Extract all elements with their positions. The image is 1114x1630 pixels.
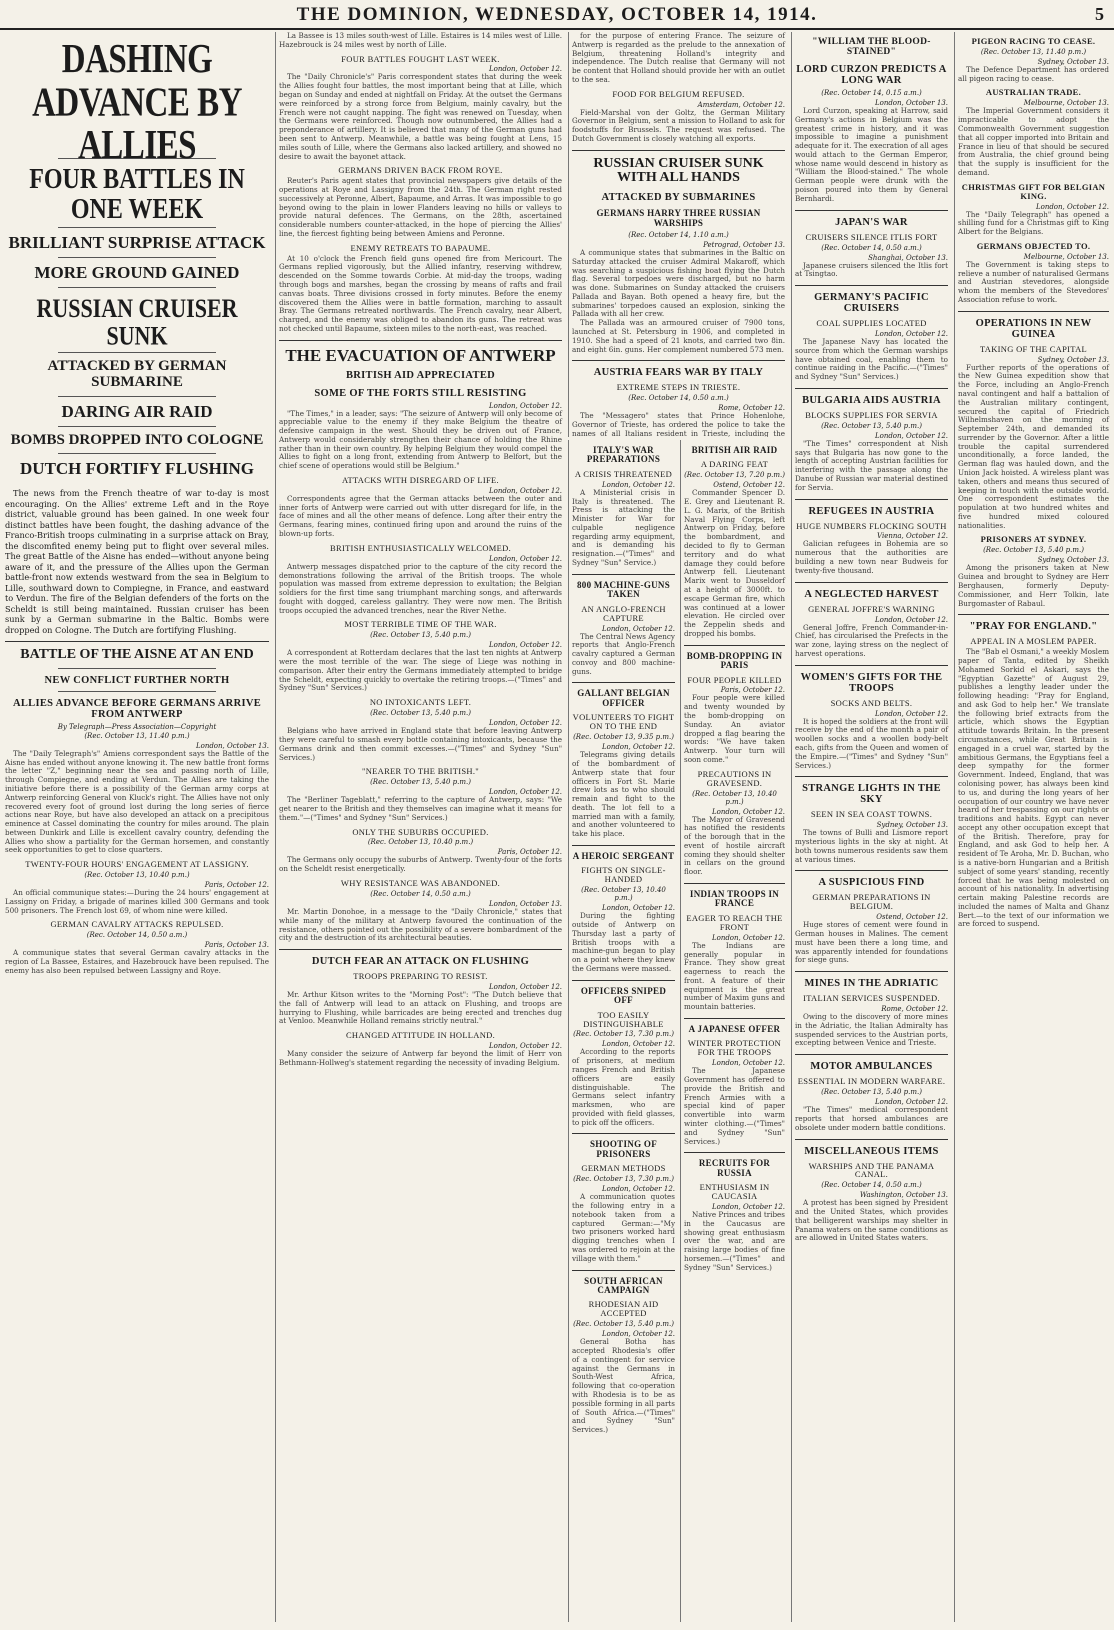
divider xyxy=(279,340,562,341)
dateline: Ostend, October 12. xyxy=(876,913,948,922)
article-body: Four people were killed and twenty wounded by the bomb-dropping on Sunday. An aviator dropped a flag bearing the words: "We have taken Antwerp. Your turn will soon come." xyxy=(684,693,785,764)
article-body: "The Times" medical correspondent reports that horsed ambulances are obsolete under modern battle conditions. xyxy=(795,1105,948,1132)
page-number: 5 xyxy=(1095,4,1104,24)
article-body: A communication quotes the following entry in a notebook taken from a captured German:—"My two prisoners worked hard digging trenches when I was ordered to rejoin at the village with them." xyxy=(572,1192,675,1263)
received-time: (Rec. October 14, 0.50 a.m.) xyxy=(86,931,188,940)
divider xyxy=(572,574,675,575)
article-body: The "Daily Telegraph's" Amiens correspondent says the Battle of the Aisne has ended without anyone knowing it. The new battle front forms the letter "Z," beginning near the sea and passing north of Lille, through Compiegne, and ending at Verdun. The Allies are taking the initiative before there is a possibility of the German army corps at Antwerp reinforcing General von Kluck's right. The Allies have not only recovered every foot of ground lost during the long series of fierce actions near Roye, but have also developed an attack on a precipitous eminence at Cassel dominating the country for miles around. The plain between Dunkirk and Lille is excellent cavalry country, defending the Allies who show a partiality for the German horsemen, and constantly seek opportunities to get to close quarters. xyxy=(5,748,269,855)
article-body: Antwerp messages dispatched prior to the capture of the city record the demonstrations following the arrival of the British troops. The whole population was massed from extreme depression to exultation; the Belgian soldiers for the first time sang triumphant marching songs, and afterwards fought with dogged, careless gallantry. They were now men. The British troops occupied the advanced trenches, near the River Nethe. xyxy=(279,561,562,615)
dateline: Ostend, October 12. xyxy=(713,481,785,490)
article-body: The "Messagero" states that Prince Hohenlohe, Governor of Trieste, has ordered the police to take the names of all Italians resident in Trieste, including the xyxy=(572,411,785,437)
dateline: London, October 12. xyxy=(711,807,785,816)
headline-belgian-officer: GALLANT BELGIAN OFFICER xyxy=(577,688,670,708)
divider xyxy=(795,1139,948,1140)
dateline: Sydney, October 13. xyxy=(876,821,948,830)
dateline: London, October 12. xyxy=(601,904,675,913)
dateline: London, October 12. xyxy=(488,554,562,563)
dateline: Sydney, October 13. xyxy=(1037,57,1109,66)
article-body: A communique states that several German cavalry attacks in the region of La Bassee, Estaires, and Hazebrouck have been repulsed. The enemy has also been repulsed between Lassigny and Roye. xyxy=(5,948,269,975)
subhead-food-belgium: FOOD FOR BELGIUM REFUSED. xyxy=(612,88,745,99)
dateline: Washington, October 13. xyxy=(859,1191,948,1200)
dateline: London, October 12. xyxy=(488,641,562,650)
article-body: An official communique states:—During the 24 hours' engagement at Lassigny on Friday, a brigade of marines killed 300 Germans and took 500 prisoners. The French lost 69, of whom nine were killed. xyxy=(5,888,269,915)
article-body: "The Times" correspondent at Nish says that Bulgaria has now gone to the length of accepting Austrian facilities for interfering with the passage along the Danube of Russian war material destined for Servia. xyxy=(795,438,948,492)
subhead-panama: WARSHIPS AND THE PANAMA CANAL. xyxy=(808,1160,935,1180)
subhead-christmas-gift: CHRISTMAS GIFT FOR BELGIAN KING. xyxy=(961,181,1106,201)
article-body: The Central News Agency reports that Anglo-French cavalry captured a German convoy and 800 machine-guns. xyxy=(572,631,675,676)
dateline: London, October 12. xyxy=(601,1330,675,1339)
divider xyxy=(572,360,785,361)
divider xyxy=(684,645,785,646)
dateline: Paris, October 12. xyxy=(204,881,269,890)
subhead-intoxicants: NO INTOXICANTS LEFT. xyxy=(369,697,472,708)
dateline: London, October 12. xyxy=(488,65,562,74)
dateline: Paris, October 13. xyxy=(204,941,269,950)
divider xyxy=(795,210,948,211)
dateline: London, October 12. xyxy=(601,1040,675,1049)
article-body: The Indians are generally popular in France. They show great eagerness to reach the front. A feature of their equipment is the great number of Maxim guns and mountain batteries. xyxy=(684,940,785,1012)
headline-machine-guns: 800 MACHINE-GUNS TAKEN xyxy=(576,579,671,600)
received-time: (Rec. October 14, 0.50 a.m.) xyxy=(821,243,922,252)
headline-mines-adriatic: MINES IN THE ADRIATIC xyxy=(804,978,939,990)
dateline: London, October 12. xyxy=(488,401,562,410)
dateline: London, October 13. xyxy=(488,899,562,908)
subhead-moslem-paper: APPEAL IN A MOSLEM PAPER. xyxy=(970,636,1097,647)
dateline: London, October 12. xyxy=(874,330,948,339)
headline-bombs-cologne: BOMBS DROPPED INTO COLOGNE xyxy=(10,431,264,448)
headline-motor-ambulances: MOTOR AMBULANCES xyxy=(810,1061,933,1073)
headline-ground-gained: MORE GROUND GAINED xyxy=(34,263,240,283)
article-body: Reuter's Paris agent states that provincial newspapers give details of the operations at Roye and Lassigny from the 24th. The German right rested successively at Peronne, Albert, Bapaume, and Arras. It was impossible to go beyond owing to the plain in lower Flanders leaving no hills or valleys to provide natural defences. The Germans, on the 28th, ascertained considerable numbers counter-attacked, in the hope of piercing the Allies' line, the fiercest fighting being between Amiens and Peronne. xyxy=(279,176,562,238)
article-body: Japanese cruisers silenced the Itlis fort at Tsingtao. xyxy=(795,260,948,279)
subhead-lassigny: TWENTY-FOUR HOURS' ENGAGEMENT AT LASSIGNY. xyxy=(25,859,249,870)
dateline: Rome, October 12. xyxy=(881,1005,948,1014)
received-time: (Rec. October 13, 5.40 p.m.) xyxy=(370,709,471,718)
divider xyxy=(795,1054,948,1055)
article-body: The Government is taking steps to relieve a number of naturalised Germans and Austrian stevedores, alongside whom the members of the Stevedores' Association refuse to work. xyxy=(958,259,1109,304)
article-body: At 10 o'clock the French field guns opened fire from Mericourt. The Germans replied vigorously, but the Allied infantry, reserving withdrew, descended on the Somme towards Corbie. At mid-day the troops, wading through bogs and marshes, began the crossing by means of rafts and frail canvas boats. Three divisions crossed in forty minutes. Before the enemy discovered them the Allies were in battle formation, marching to assault Bray. The Germans retreated northwards. The French cavalry, near Albert, charged, and the enemy was obliged to abandon its guns. The retreat was not checked until Bapaume, sixteen miles to the north-east, was reached. xyxy=(279,253,562,333)
article-body: It is hoped the soldiers at the front will receive by the end of the month a pair of woollen socks and a woollen body-belt each, gifts from the Queen and women of the Empire.—("Times" and Sydney "Sun" Services.) xyxy=(795,716,948,770)
received-time: (Rec. October 13, 10.40 p.m.) xyxy=(84,871,190,880)
headline-neglected-harvest: A NEGLECTED HARVEST xyxy=(804,588,939,600)
subhead-gravesend: PRECAUTIONS IN GRAVESEND. xyxy=(697,768,772,788)
column-3b xyxy=(680,440,788,1622)
dateline: London, October 12. xyxy=(601,624,675,633)
dateline: London, October 12. xyxy=(874,1098,948,1107)
article-body: Lord Curzon, speaking at Harrow, said Germany's actions in Belgium was the greatest crime in history, and it was impossible to imagine a punishment adequate for it. The execration of all ages would attach to the German Emperor, whose name would descend in history as "William the Blood-stained." The whole German people were drunk with the poison poured into them by General Bernhardi. xyxy=(795,105,948,203)
divider xyxy=(795,388,948,389)
headline-dashing-advance: DASHING ADVANCE BY ALLIES xyxy=(32,36,242,169)
article-body: The "Bab el Osmani," a weekly Moslem paper of Tanta, edited by Sheikh Mohamed Sorkid el Askari, says the "Egyptian Gazette" of August 29, publishes a lengthy leader under the following heading: "Pray for England, and ask God to help her." We translate the following brief extracts from the article, which shows the Egyptian attitude towards Britain. In the present circumstances, while Great Britain is engaged in a cruel war, started by the ambitious Germans, the Egyptians feel a deep sympathy for the former Government. Indeed, England, that was colonising power, has always been kind to us, and during the long years of her occupation of our country we have never heard of her trespassing on our rights or traditions and habits. Egypt can never accept any other occupation except that of the British. Therefore, pray for England, and ask God to help her. A resident of Te Aroha, Mr. D. Buchan, who is a native-born Hungarian and a British subject of some years' standing, recently forced that he was being molested on account of his nationality. In advertising certain making Palestine records are included the names of Malta and Ghanz Bert.—to the text of our information we are forced to suspend. xyxy=(958,647,1110,929)
received-time: (Rec. October 14, 0.50 a.m.) xyxy=(628,394,729,403)
subhead-german-preparations: GERMAN PREPARATIONS IN BELGIUM. xyxy=(812,892,931,912)
dateline: London, October 12. xyxy=(1035,202,1109,211)
subhead-trieste: EXTREME STEPS IN TRIESTE. xyxy=(616,382,741,393)
dateline: Shanghai, October 13. xyxy=(868,253,948,262)
divider xyxy=(58,691,216,692)
divider xyxy=(795,971,948,972)
received-time: (Rec. October 13, 5.40 p.m.) xyxy=(821,1088,922,1097)
subhead-coal-supplies: COAL SUPPLIES LOCATED xyxy=(816,318,927,329)
headline-battle-aisne: BATTLE OF THE AISNE AT AN END xyxy=(20,647,254,663)
article-body: Belgians who have arrived in England state that before leaving Antwerp they were careful to smash every bottle containing intoxicants, because the Germans drink and then commit excesses.—("Times" and Sydney "Sun" Services.) xyxy=(279,726,562,762)
article-body: Among the prisoners taken at New Guinea and brought to Sydney are Herr Berghausen, formerly Deputy-Commissioner, and Herr Tolkin, late Burgomaster of Rabaul. xyxy=(958,563,1109,608)
dateline: London, October 12. xyxy=(874,615,948,624)
divider xyxy=(58,227,216,228)
divider xyxy=(5,641,269,642)
subhead-disregard-life: ATTACKS WITH DISREGARD OF LIFE. xyxy=(342,474,499,485)
subhead-terrible-time: MOST TERRIBLE TIME OF THE WAR. xyxy=(344,619,497,630)
article-body: Telegrams giving details of the bombardment of Antwerp state that four officers in Fort St. Marie drew lots as to who should remain and fight to the death. The lot fell to a married man with a family, and another volunteered to take his place. xyxy=(572,750,675,839)
subhead-sea-coast: SEEN IN SEA COAST TOWNS. xyxy=(810,809,933,820)
article-body: Mr. Martin Donohoe, in a message to the "Daily Chronicle," states that while many of the military at Antwerp favoured the continuation of the resistance, others pointed out the possibility of a severe bombardment of the city and the destruction of its architectural beauties. xyxy=(279,906,562,943)
divider xyxy=(795,776,948,777)
received-time: (Rec. October 14, 1.10 a.m.) xyxy=(628,231,729,239)
subhead-crisis: A CRISIS THREATENED xyxy=(574,468,673,479)
headline-new-conflict: NEW CONFLICT FURTHER NORTH xyxy=(44,674,230,686)
article-body: The Japanese Navy has located the source from which the German warships have obtained coal, enabling them to continue raiding in the Pacific.—("Times" and Sydney "Sun" Services.) xyxy=(795,337,948,382)
article-body: The Japanese Government has offered to provide the British and French Armies with a special kind of paper convertible into warm winter clothing.—("Times" and Sydney "Sun" Services.) xyxy=(684,1066,785,1146)
divider xyxy=(684,883,785,884)
article-body: A protest has been signed by President and the United States, which provides that belligerent warships may shelter in Panama waters on the same conditions as are allowed in United States waters. xyxy=(795,1198,948,1243)
dateline: Amsterdam, October 12. xyxy=(697,100,785,109)
article-body: The Germans only occupy the suburbs of Antwerp. Twenty-four of the forts on the Scheldt resist energetically. xyxy=(279,855,562,874)
headline-indian-troops: INDIAN TROOPS IN FRANCE xyxy=(689,889,780,909)
received-time: (Rec. October 13, 11.40 p.m.) xyxy=(84,731,190,740)
subhead-socks-belts: SOCKS AND BELTS. xyxy=(830,697,913,708)
subhead-holland-attitude: CHANGED ATTITUDE IN HOLLAND. xyxy=(345,1030,496,1041)
received-time: (Rec. October 14, 0.50 a.m.) xyxy=(821,1181,922,1190)
dateline: Paris, October 12. xyxy=(497,848,562,857)
dateline: London, October 12. xyxy=(711,1203,785,1211)
headline-japans-war: JAPAN'S WAR xyxy=(835,216,908,228)
article-body: "The Times," in a leader, says: "The seizure of Antwerp will only become of appreciable value to the enemy if they make Belgium the theatre of defensive campaign in the west. Should they be driven out of France, Antwerp would considerably strengthen their chance of holding the Rhine rather than in their own country. By helping Belgium they would compel the Allies to fight on a long front, extending from Antwerp to Belfort, but the chief scene of operations would still be Belgium." xyxy=(279,408,562,471)
column-3-top xyxy=(568,32,788,437)
headline-recruits-russia: RECRUITS FOR RUSSIA xyxy=(698,1158,771,1178)
received-time: (Rec. October 13, 7.30 p.m.) xyxy=(573,1175,674,1184)
headline-miscellaneous: MISCELLANEOUS ITEMS xyxy=(804,1145,939,1157)
subhead-anglo-french: AN ANGLO-FRENCH CAPTURE xyxy=(581,603,666,623)
article-body: General Botha has accepted Rhodesia's offer of a contingent for service against the Germans in South-West Africa, following that co-operation with Rhodesia is to be as possible forming in all parts of South Africa.—("Times" and Sydney "Sun" Services.) xyxy=(572,1337,675,1435)
dateline: London, October 12. xyxy=(711,1059,785,1068)
subhead-suburbs: ONLY THE SUBURBS OCCUPIED. xyxy=(352,826,489,837)
masthead xyxy=(0,0,1114,30)
headline-suspicious-find: A SUSPICIOUS FIND xyxy=(818,877,925,889)
subhead-single-handed: FIGHTS ON SINGLE-HANDED xyxy=(581,865,666,885)
copyright-line: By Telegraph—Press Association—Copyright xyxy=(57,722,217,731)
headline-new-guinea: OPERATIONS IN NEW GUINEA xyxy=(975,317,1092,340)
article-body: The "Berliner Tageblatt," referring to the capture of Antwerp, says: "We get nearer to the British and they themselves can imagine what it means for them."—("Times" and Sydney "Sun" Services.) xyxy=(279,795,562,822)
article-body: General Joffre, French Commander-in-Chief, has circularised the Prefects in the war zone, laying stress on the neglect of harvest operations. xyxy=(795,622,948,658)
received-time: (Rec. October 14, 0.15 a.m.) xyxy=(821,88,922,97)
headline-german-submarine: ATTACKED BY GERMAN SUBMARINE xyxy=(47,358,227,390)
headline-bulgaria: BULGARIA AIDS AUSTRIA xyxy=(802,394,941,406)
subhead-prisoners-sydney: PRISONERS AT SYDNEY. xyxy=(980,534,1087,545)
headline-allies-advance: ALLIES ADVANCE BEFORE GERMANS ARRIVE FROM ANTWERP xyxy=(12,697,262,720)
subhead-servia: BLOCKS SUPPLIES FOR SERVIA xyxy=(805,409,938,420)
article-body: The Mayor of Gravesend has notified the residents of the borough that in the event of hostile aircraft coming they should shelter in cellars on the ground floor. xyxy=(684,814,785,877)
divider xyxy=(58,352,216,353)
dateline: London, October 12. xyxy=(711,933,785,942)
subhead-cavalry-repulsed: GERMAN CAVALRY ATTACKS REPULSED. xyxy=(50,919,224,930)
column-1 xyxy=(2,32,272,1622)
headline-pray-england: "PRAY FOR ENGLAND." xyxy=(969,621,1098,633)
headline-dutch-fear: DUTCH FEAR AN ATTACK ON FLUSHING xyxy=(311,956,530,968)
dateline: London, October 12. xyxy=(488,1042,562,1051)
lead-paragraph: The news from the French theatre of war to-day is most encouraging. On the Allies' extreme Left and in the Roye district, valuable ground has been gained. In one week four distinct battles have been fought, the dashing advance of the Franco-British troops culminating in a surprise attack on Bray, the discomfited enemy being put to flight over several miles. The great Battle of the Aisne has ended—without anyone being aware of it, and the pressure of the Allies upon the German battle-front now extends westward from the sea in Belgium to Lille, southward down to Compiegne, in France, and eastward to Verdun. The fire of the Belgian defenders of the forts on the Scheldt is still being maintained. Russian cruiser has been sunk by a German submarine in the Baltic. Bombs were dropped on Cologne. The Dutch are fortifying Flushing. xyxy=(5,488,269,635)
dateline: London, October 12. xyxy=(874,431,948,440)
subhead-germans-objected: GERMANS OBJECTED TO. xyxy=(976,240,1091,251)
headline-womens-gifts: WOMEN'S GIFTS FOR THE TROOPS xyxy=(800,671,943,694)
subhead-daring-feat: A DARING FEAT xyxy=(700,459,769,470)
subhead-eager-front: EAGER TO REACH THE FRONT xyxy=(686,912,783,932)
article-body: for the purpose of entering France. The seizure of Antwerp is regarded as the prelude to the annexation of Belgium, threatening Holland's integrity and independence. The Dutch realise that Germany will not be content that Holland should provide her with an outlet to the sea. xyxy=(572,32,785,84)
column-5 xyxy=(954,32,1112,1622)
headline-strange-lights: STRANGE LIGHTS IN THE SKY xyxy=(802,783,941,806)
subhead-modern-warfare: ESSENTIAL IN MODERN WARFARE. xyxy=(797,1076,946,1087)
divider xyxy=(572,1270,675,1271)
article-body: La Bassee is 13 miles south-west of Lille. Estaires is 14 miles west of Lille. Hazebrouck is 24 miles west by north of Lille. xyxy=(279,32,562,49)
dateline: Melbourne, October 13. xyxy=(1023,252,1109,261)
subhead-rhodesian: RHODESIAN AID ACCEPTED xyxy=(588,1299,659,1319)
subhead-flocking: HUGE NUMBERS FLOCKING SOUTH xyxy=(796,520,947,531)
divider xyxy=(572,1133,675,1134)
subhead-troops-resist: TROOPS PREPARING TO RESIST. xyxy=(353,971,488,982)
headline-officers-sniped: OFFICERS SNIPED OFF xyxy=(580,985,667,1006)
divider xyxy=(58,396,216,397)
divider xyxy=(58,257,216,258)
received-time: (Rec. October 13, 5.40 p.m.) xyxy=(370,778,471,787)
divider xyxy=(58,453,216,454)
received-time: (Rec. October 13, 10.40 p.m.) xyxy=(581,886,666,903)
article-body: Many consider the seizure of Antwerp far beyond the limit of Herr von Bethmann-Hollweg's statement regarding the necessity of invading Belgium. xyxy=(279,1049,562,1067)
subhead-four-killed: FOUR PEOPLE KILLED xyxy=(687,674,782,685)
article-body: Field-Marshal von der Goltz, the German Military Governor in Belgium, sent a mission to Holland to ask for foodstuffs for Brussels. The request was refused. The Dutch Government is closely watching all exports. xyxy=(572,107,785,143)
divider xyxy=(572,150,785,151)
dateline: London, October 12. xyxy=(488,719,562,728)
divider xyxy=(958,311,1109,312)
subhead-distinguishable: TOO EASILY DISTINGUISHABLE xyxy=(583,1009,664,1029)
divider xyxy=(572,682,675,683)
dateline: Sydney, October 13. xyxy=(1037,355,1109,364)
article-body: Galician refugees in Bohemia are so numerous that the authorities are building a new town near Budweis for twenty-five thousand. xyxy=(795,539,948,575)
article-body: Mr. Arthur Kitson writes to the "Morning Post": "The Dutch believe that the fall of Antwerp will lead to an attack on Flushing, and troops are hurrying to Flushing, while barricades are being erected and trenches dug at Venloo. Meanwhile Holland remains strictly neutral." xyxy=(279,990,562,1026)
headline-submarines: ATTACKED BY SUBMARINES xyxy=(601,192,756,204)
divider xyxy=(795,285,948,286)
divider xyxy=(795,582,948,583)
article-body: The Pallada was an armoured cruiser of 7900 tons, launched at St. Petersburg in 1906, and completed in 1910. She had a speed of 21 knots, and carried two 8in. and eight 6in. guns. Her complement numbered 573 men. xyxy=(572,318,785,354)
headline-japanese-offer: A JAPANESE OFFER xyxy=(688,1023,781,1034)
article-body: Huge stores of cement were found in German houses in Malines. The cement must have been there a long time, and was apparently intended for foundations for siege guns. xyxy=(795,920,948,965)
subhead-resistance-abandoned: WHY RESISTANCE WAS ABANDONED. xyxy=(340,878,501,889)
dateline: Paris, October 12. xyxy=(720,686,785,695)
received-time: (Rec. October 13, 5.40 p.m.) xyxy=(983,546,1084,555)
headline-british-air-raid: BRITISH AIR RAID xyxy=(691,445,778,455)
headline-forts-resisting: SOME OF THE FORTS STILL RESISTING xyxy=(314,387,527,399)
received-time: (Rec. October 13, 7.30 p.m.) xyxy=(573,1030,674,1039)
article-body: Native Princes and tribes in the Caucasus are showing great enthusiasm over the war, and are raising large bodies of fine horsemen.—("Times" and Sydney "Sun" Services.) xyxy=(684,1210,785,1272)
headline-william-blood: "WILLIAM THE BLOOD-STAINED" xyxy=(812,37,931,57)
dateline: Sydney, October 13. xyxy=(1037,556,1109,565)
received-time: (Rec. October 13, 9.35 p.m.) xyxy=(573,733,674,742)
dateline: London, October 12. xyxy=(601,480,675,489)
headline-surprise-attack: BRILLIANT SURPRISE ATTACK xyxy=(8,233,266,253)
received-time: (Rec. October 13, 5.40 p.m.) xyxy=(573,1320,674,1329)
headline-bomb-paris: BOMB-DROPPING IN PARIS xyxy=(686,650,783,671)
headline-austria-fears: AUSTRIA FEARS WAR BY ITALY xyxy=(593,367,764,379)
article-body: Owing to the discovery of more mines in the Adriatic, the Italian Admiralty has suspended services to the Austrian ports, excepting between Venice and Trieste. xyxy=(795,1012,948,1048)
divider xyxy=(572,845,675,846)
received-time: (Rec. October 13, 11.40 p.m.) xyxy=(980,47,1087,56)
article-body: The "Daily Telegraph" has opened a shilling fund for a Christmas gift to King Albert for the Belgians. xyxy=(958,209,1109,237)
article-body: The Imperial Government considers it impracticable to adopt the Commonwealth Government suggestion that all copper imported into Britain and France in lieu of that should be secured from Australia, the chief ground being that the supply is insufficient for the demand. xyxy=(958,106,1109,177)
dateline: London, October 12. xyxy=(874,709,948,718)
dateline: Petrograd, October 13. xyxy=(703,241,785,249)
article-body: Commander Spencer D. E. Grey and Lieutenant R. L. G. Marix, of the British Naval Flying Corps, left Antwerp on Friday, before the bombardment, and decided to fly to German territory and do what damage they could before Antwerp fell. Lieutenant Marix went to Dusseldorf at a height of 3000ft. to escape German fire, which was continued at a lower elevation. He circled over the Zeppelin sheds and dropped his bombs. xyxy=(684,488,785,638)
subhead-caucasia: ENTHUSIASM IN CAUCASIA xyxy=(699,1182,770,1202)
divider xyxy=(58,668,216,669)
received-time: (Rec. October 13, 10.40 p.m.) xyxy=(367,838,474,847)
article-body: A Ministerial crisis in Italy is threatened. The Press is attacking the Minister for War for culpable negligence regarding army equipment, and is demanding his resignation.—("Times" and Sydney "Sun" Service.) xyxy=(572,487,675,568)
divider xyxy=(795,870,948,871)
headline-cruiser-all-hands: RUSSIAN CRUISER SUNK WITH ALL HANDS xyxy=(593,155,764,186)
subhead-nearer-british: "NEARER TO THE BRITISH." xyxy=(361,766,480,777)
subhead-capital: TAKING OF THE CAPITAL xyxy=(979,343,1087,354)
received-time: (Rec. October 13, 5.40 p.m.) xyxy=(370,631,471,640)
dateline: London, October 12. xyxy=(488,983,562,992)
divider xyxy=(58,426,216,427)
divider xyxy=(795,499,948,500)
received-time: (Rec. October 13, 10.40 p.m.) xyxy=(692,789,777,806)
subhead-roye: GERMANS DRIVEN BACK FROM ROYE. xyxy=(338,165,503,176)
headline-pacific-cruisers: GERMANY'S PACIFIC CRUISERS xyxy=(814,292,929,315)
headline-evacuation-antwerp: THE EVACUATION OF ANTWERP xyxy=(285,345,556,365)
article-body: Further reports of the operations of the New Guinea expedition show that the Force, including an Anglo-French naval contingent and half a battalion of the Australian military contingent, secured the capital of Friedrich Wilhelmshaven on the morning of September 24th, and demanded its surrender by the Governor. After a little trouble the capital surrendered unconditionally, a force landed, the German flag was hauled down, and the Union Jack hoisted. A wireless plant was taken, others and means thus secured of keeping in touch with the outside world. One correspondent estimates the population at two hundred whites and five hundred mixed coloured nationalities. xyxy=(958,362,1109,530)
headline-lord-curzon: LORD CURZON PREDICTS A LONG WAR xyxy=(796,63,947,86)
dateline: Vienna, October 12. xyxy=(877,532,948,541)
divider xyxy=(58,287,216,288)
dateline: Melbourne, October 13. xyxy=(1023,99,1109,108)
received-time: (Rec. October 14, 0.50 a.m.) xyxy=(370,889,471,898)
headline-air-raid: DARING AIR RAID xyxy=(61,401,213,421)
dateline: Rome, October 12. xyxy=(718,404,785,413)
subhead-winter-protection: WINTER PROTECTION FOR THE TROOPS xyxy=(687,1038,782,1058)
headline-three-warships: GERMANS HARRY THREE RUSSIAN WARSHIPS xyxy=(596,208,761,228)
column-3a xyxy=(568,440,678,1622)
headline-shooting-prisoners: SHOOTING OF PRISONERS xyxy=(589,1139,658,1159)
article-body: According to the reports of prisoners, at medium ranges French and British officers are easily distinguishable. The Germans select infantry marksmen, who are provided with field glasses, to pick off the officers. xyxy=(572,1047,675,1127)
dateline: London, October 12. xyxy=(601,743,675,752)
dateline: London, October 12. xyxy=(601,1185,675,1194)
article-body: A correspondent at Rotterdam declares that the last ten nights at Antwerp were the most terrible of the war. The siege of Liege was nothing in comparison. After their entry the Germans immediately attempted to bridge the Scheldt, expecting quickly to overtake the retiring troops.—("Times" and Sydney "Sun" Services.) xyxy=(279,648,562,693)
headline-south-african: SOUTH AFRICAN CAMPAIGN xyxy=(584,1275,663,1295)
headline-italy-war: ITALY'S WAR PREPARATIONS xyxy=(586,445,661,465)
headline-refugees: REFUGEES IN AUSTRIA xyxy=(808,505,935,517)
subhead-australian-trade: AUSTRALIAN TRADE. xyxy=(985,87,1082,98)
headline-heroic-sergeant: A HEROIC SERGEANT xyxy=(572,850,675,861)
subhead-german-methods: GERMAN METHODS xyxy=(581,1163,666,1174)
dateline: London, October 12. xyxy=(488,486,562,495)
headline-four-battles: FOUR BATTLES IN ONE WEEK xyxy=(29,163,245,226)
divider xyxy=(795,665,948,666)
subhead-pigeon: PIGEON RACING TO CEASE. xyxy=(971,36,1096,46)
article-body: The towns of Bulli and Lismore report mysterious lights in the sky at night. At both towns numerous residents saw them at various times. xyxy=(795,828,948,864)
divider xyxy=(572,980,675,981)
divider xyxy=(684,1152,785,1153)
dateline: London, October 13. xyxy=(195,741,269,750)
subhead-british-welcomed: BRITISH ENTHUSIASTICALLY WELCOMED. xyxy=(330,542,511,553)
divider xyxy=(958,614,1109,615)
headline-british-aid: BRITISH AID APPRECIATED xyxy=(345,370,496,382)
article-body: During the fighting outside of Antwerp on Thursday last a party of British troops with a machine-gun began to play on a point where they knew the Germans were massed. xyxy=(572,911,675,973)
dateline: London, October 13. xyxy=(874,98,948,107)
newspaper-title: THE DOMINION, WEDNESDAY, OCTOBER 14, 1914. xyxy=(296,4,818,25)
subhead-volunteers: VOLUNTEERS TO FIGHT ON TO THE END xyxy=(572,712,675,732)
article-body: Correspondents agree that the German attacks between the outer and inner forts of Antwerp were carried out with utter disregard for life, in the face of mines and all the other means of defence. Long after their entry the Germans, fearing mines, continued firing upon and around the ruins of the blown-up forts. xyxy=(279,493,562,539)
headline-cruiser-sunk: RUSSIAN CRUISER SUNK xyxy=(36,292,238,351)
subhead-italian-services: ITALIAN SERVICES SUSPENDED. xyxy=(803,993,940,1004)
article-body: The "Daily Chronicle's" Paris correspondent states that during the week the Allies fought four battles, the most important being that at Lille, which began on Sunday and ended at nightfall on Friday. At the outset the Germans were reinforced by a strong force from Belgium, mainly cavalry, but the French were not caught napping. The fight was renewed on Tuesday, when the Germans were reinforced. Though now outnumbered, the Allies had a preponderance of artillery. It is believed that many of the German guns had been sent to Antwerp. Meanwhile, a battle was being fought at Lens, 15 miles south of Lille, where the Germans also lacked artillery, and showed no desire to await the bayonet attack. xyxy=(279,72,562,161)
subhead-itlis-fort: CRUISERS SILENCE ITLIS FORT xyxy=(805,231,938,242)
subhead-joffre: GENERAL JOFFRE'S WARNING xyxy=(808,603,935,614)
column-2 xyxy=(275,32,565,1622)
subhead-four-battles: FOUR BATTLES FOUGHT LAST WEEK. xyxy=(341,53,500,64)
divider xyxy=(279,949,562,950)
headline-dutch-flushing: DUTCH FORTIFY FLUSHING xyxy=(20,459,254,479)
received-time: (Rec. October 13, 7.20 p.m.) xyxy=(684,471,785,480)
received-time: (Rec. October 13, 5.40 p.m.) xyxy=(821,421,922,430)
article-body: A communique states that submarines in the Baltic on Saturday attacked the cruiser Admiral Makaroff, which was searching a suspicious fishing boat flying the Dutch flag. Several torpedoes were discharged, but no harm was done. Submarines on Sunday attacked the cruisers Pallada and Bayan. Both opened a heavy fire, but the submarines' torpedoes caused an explosion, sinking the Pallada with all her crew. xyxy=(572,248,785,319)
column-4 xyxy=(791,32,951,1622)
divider xyxy=(684,1018,785,1019)
article-body: The Defence Department has ordered all pigeon racing to cease. xyxy=(958,64,1109,83)
dateline: London, October 12. xyxy=(488,788,562,797)
subhead-bapaume: ENEMY RETREATS TO BAPAUME. xyxy=(350,242,491,253)
